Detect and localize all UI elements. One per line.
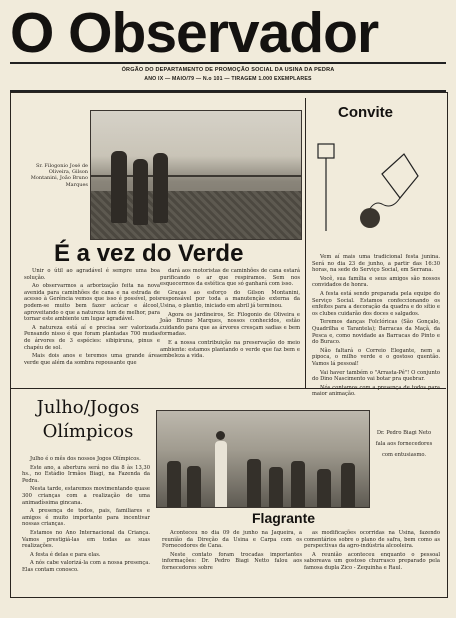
olimpicos-body <box>22 456 150 592</box>
masthead-title: O Observador <box>10 1 379 65</box>
paragraph: as modificações ocorridas na Usina, fazendo comentários sobre o plano de safra, bem como as perspectivas da agro-indústria alcooleira. <box>304 530 440 550</box>
person-head <box>216 431 225 440</box>
flagrante-column-1 <box>162 530 302 592</box>
paragraph: A presença de todos, pais, familiares e amigos é muito importante para incentivar nossas crianças. <box>22 508 150 528</box>
paragraph: Você, sua família e seus amigos são nossos convidados de honra. <box>312 275 440 289</box>
headline-verde: É a vez do Verde <box>54 240 244 267</box>
paragraph: Aconteceu no dia 09 de junho na Jaqueira, a reunião da Direção da Usina e Carpa com os Fornecedores de Cana. <box>162 530 302 550</box>
crowd-figure <box>291 461 305 507</box>
paragraph: Vem aí mais uma tradicional festa junina. Será no dia 23 de junho, a partir das 16:30 horas, na sede do Serviço Social, em Serrana. <box>312 254 440 274</box>
flag-icon <box>318 144 334 158</box>
verde-column-1 <box>24 268 160 382</box>
verde-column-2 <box>160 268 300 382</box>
paragraph: Teremos danças Folclóricas (São Gonçalo, Quadrilha e Tarantela); Barracas da Maçã, da Pesca e, como novidade as Barracas do Pinto e do Buraco. <box>312 319 440 346</box>
crowd-figure <box>317 469 331 507</box>
headline-convite: Convite <box>338 104 394 121</box>
crowd-figure <box>167 461 181 507</box>
masthead-issue-line: ANO IX — MAIO/79 — N.o 101 — TIRAGEM 1.000 EXEMPLARES <box>144 76 312 82</box>
paragraph: A festa está sendo preparada pela equipe do Serviço Social. Estamos confeccionando os enfeites para a decoração da quadra e do sítio e os clubes cuidarão dos doces e salgados. <box>312 290 440 317</box>
paragraph: Agora os jardineiros, Sr. Filogonio de Oliveira e João Bruno Marques, nossos conhecidos, estão cuidando para que as árvores cresçam sadias e bem formadas. <box>160 311 300 338</box>
crowd-figure <box>341 463 355 507</box>
paragraph: dará aos motoristas de caminhões de cana estará purificando o ar que respiramos. Sem nos esquecermos da estética que só ganhará com isso. <box>160 268 300 288</box>
paragraph: Nesta tarde, estaremos movimentando quase 300 crianças com a realização de uma animadíssima gincana. <box>22 486 150 506</box>
festa-junina-illustration <box>312 126 440 236</box>
paragraph: Unir o útil ao agradável é sempre uma boa solução. <box>24 268 160 281</box>
crowd-figure <box>247 459 261 507</box>
paragraph: Não faltará o Correio Elegante, nem a pipoca, o milho verde e o gostoso quentão. Vamos lá pessoal! <box>312 347 440 367</box>
paragraph: A natureza está aí e precisa ser valorizada. Pensando nisso é que foram plantadas 700 mudas de árvores de 3 espécies: sibipiruna, pinus e chapéu de sol. <box>24 324 160 351</box>
masthead-subtitle: ÓRGÃO DO DEPARTAMENTO DE PROMOÇÃO SOCIAL DA USINA DA PEDRA <box>121 67 335 73</box>
paragraph: Este ano, a abertura será no dia 8 às 13,30 hs., no Estádio Irmãos Biagi, na Fazenda da Pedra. <box>22 464 150 484</box>
headline-flagrante: Flagrante <box>252 510 316 526</box>
photo-caption-verde: Sr. Filogonio José de Oliveira, Gilson Montanini, João Bruno Marques <box>30 163 88 188</box>
paragraph: A nós cabe valorizá-la com a nossa presença. Elas contam conosco. <box>22 560 150 573</box>
crowd-figure <box>269 467 283 507</box>
paragraph: Vai haver também o "Arrasta-Pé"! O conjunto do Dino Nascimento vai botar pra quebrar. <box>312 369 440 383</box>
gardeners-photo <box>90 110 302 240</box>
column-divider <box>305 98 306 388</box>
paragraph: Estamos no Ano Internacional da Criança. Vamos prestigiá-las em todas as suas realizações. <box>22 529 150 550</box>
flagrante-column-2 <box>304 530 440 592</box>
kite-icon <box>382 154 418 198</box>
paragraph: Nós contamos com a presença de todos para maior animação. <box>312 384 440 398</box>
paragraph: A reunião aconteceu enquanto o pessoal saboreava um gostoso churrasco preparado pela famosa dupla Zico - Zequinha e Raul. <box>304 551 440 571</box>
paragraph: Graças ao esforço do Gilson Montanini, responsável por toda a manutenção externa da Usina, o plantio, iniciado em abril já terminou. <box>160 289 300 309</box>
meeting-photo <box>156 410 370 508</box>
paragraph: Ao observarmos a arborização feita na nova avenida para caminhões de cana e na estrada de acesso à Gerência vemos que isso é possível, pois podem-se muito bem fazer acúcar e álcool, aproveitando o que a natureza tem de melhor, para tornar este ambiente um lugar agradável. <box>24 283 160 323</box>
paragraph: E a nossa contribuição na preservação do meio ambiente: estamos plantando o verde que faz bem e embeleza a vida. <box>160 339 300 360</box>
paragraph: Mais dois anos e teremos uma grande área verde que além da sombra repousante que <box>24 353 160 366</box>
person-figure <box>133 159 148 225</box>
paragraph: Julho é o mês dos nossos Jogos Olímpicos. <box>30 456 141 462</box>
bonfire-icon <box>360 208 380 228</box>
person-figure <box>111 151 127 223</box>
photo-caption-flagrante: Dr. Pedro Biagi Neto fala aos fornecedores com entusiasmo. <box>375 430 433 458</box>
crowd-figure <box>187 466 201 507</box>
speaker-figure <box>215 441 227 507</box>
convite-body <box>312 254 440 398</box>
person-figure <box>153 153 168 223</box>
headline-olimpicos: Julho/Jogos Olímpicos <box>36 397 140 442</box>
paragraph: Neste contato foram trocadas importantes informações: Dr. Pedro Biagi Netto falou aos fornecedores sobre <box>162 551 302 571</box>
paragraph: A festa é delas e para elas. <box>30 551 101 558</box>
masthead-info-bar <box>10 62 446 92</box>
